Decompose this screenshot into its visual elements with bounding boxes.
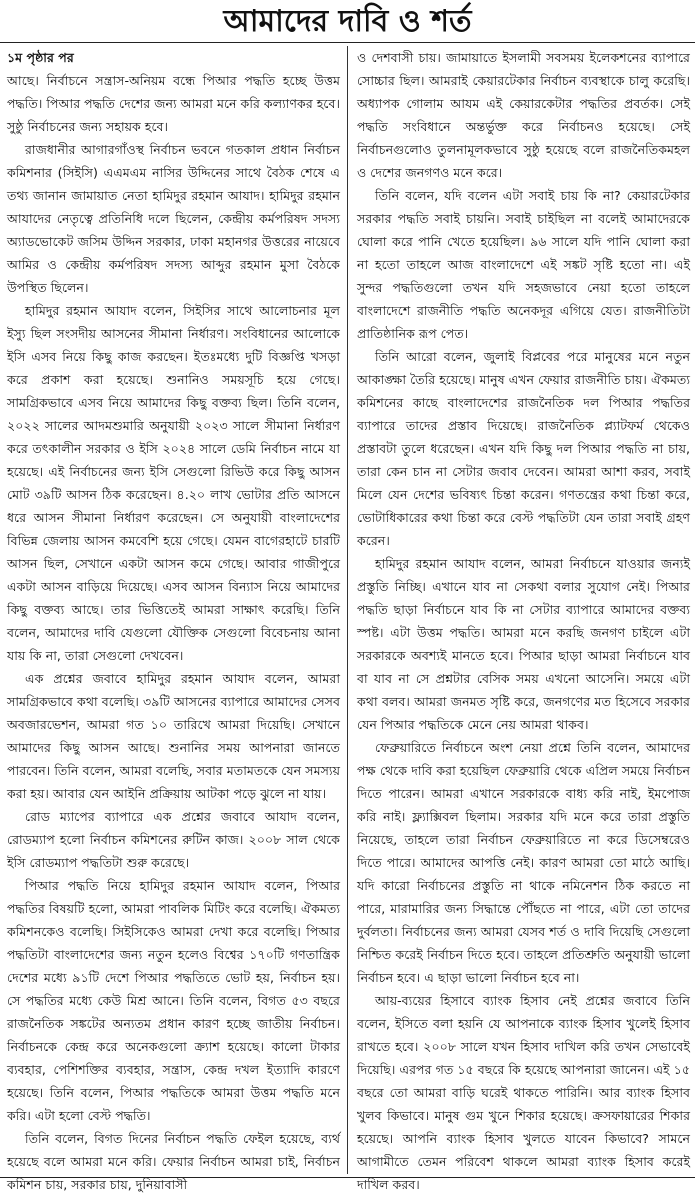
paragraph: হামিদুর রহমান আযাদ বলেন, আমরা নির্বাচনে যাওয়ার জন্যই প্রস্তুতি নিচ্ছি। এখানে যাব না সেকথা বলার সুযোগ নেই। পিআর পদ্ধতি ছাড়া নির্বাচনে যাব কি না সেটার ব্যাপারে আমাদের বক্তব্য স্পষ্ট। এটা উত্তম পদ্ধতি। আমরা মনে করছি জনগণ চাইলে এটা সরকারকে অবশ্যই মানতে হবে। পিআর ছাড়া আমরা নির্বাচনে যাব বা যাব না সে প্রশ্নটার বেসিক সময় এখনো আসেনি। সময়ে এটা কথা বলব। আমরা জনমত সৃষ্টি করে, জনগণের মত হিসেবে সরকার যেন পিআর পদ্ধতিকে মেনে নেয় আমরা থাকব। bbox=[357, 556, 690, 732]
continuation-kicker: ১ম পৃষ্ঠার পর bbox=[7, 50, 74, 65]
paragraph: তিনি বলেন, যদি বলেন এটা সবাই চায় কি না? কেয়ারটেকার সরকার পদ্ধতি সবাই চায়নি। সবাই চাইছিল না বলেই আমাদেরকে ঘোলা করে পানি খেতে হয়েছিল। ৯৬ সালে যদি পানি ঘোলা করা না হতো তাহলে আজ বাংলাদেশে এই সঙ্কট সৃষ্টি হতো না। এই সুন্দর পদ্ধতিগুলো তখন যদি সহজভাবে নেয়া হতো তাহলে বাংলাদেশে রাজনীতি পদ্ধতি অনেকদূর এগিয়ে যেত। রাজনীতিটা প্রাতিষ্ঠানিক রূপ পেত। bbox=[357, 188, 690, 341]
paragraph: এক প্রশ্নের জবাবে হামিদুর রহমান আযাদ বলেন, আমরা সামগ্রিকভাবে কথা বলেছি। ৩৯টি আসনের ব্যাপারে আমাদের সেসব অবজারভেশন, আমরা গত ১০ তারিখে আমরা দিয়েছি। সেখানে আমাদের কিছু আসন আছে। শুনানির সময় আপনারা জানতে পারবেন। তিনি বলেন, আমরা বলেছি, সবার মতামতকে যেন সমস্যয় করা হয়। আবার যেন আইনি প্রক্রিয়ায় আটকা পড়ে ঝুলে না যায়। bbox=[7, 671, 340, 801]
paragraph: পিআর পদ্ধতি নিয়ে হামিদুর রহমান আযাদ বলেন, পিআর পদ্ধতির বিষয়টি হলো, আমরা পাবলিক মিটিং করে বলেছি। ঐকমত্য কমিশনকেও বলেছি। সিইসিকেও আমরা দেখা করে বলেছি। পিআর পদ্ধতিটা বাংলাদেশের জন্য নতুন হলেও বিশ্বের ১৭০টি গণতান্ত্রিক দেশের মধ্যে ৯১টি দেশে পিআর পদ্ধতিতে ভোট হয়, নির্বাচন হয়। সে পদ্ধতির মধ্যে কেউ মিশ্র আনে। তিনি বলেন, বিগত ৫৩ বছরে রাজনৈতিক সঙ্কটের অন্যতম প্রধান কারণ হচ্ছে জাতীয় নির্বাচন। নির্বাচনকে কেন্দ্র করে অনেকগুলো ক্র্যাশ হয়েছে। কালো টাকার ব্যবহার, পেশিশক্তির ব্যবহার, সন্ত্রাস, কেন্দ্র দখল ইত্যাদি কারণে হয়েছে। তিনি বলেন, পিআর পদ্ধতিকে আমরা উত্তম পদ্ধতি মনে করি। এটা হলো বেস্ট পদ্ধতি। bbox=[7, 878, 340, 1123]
paragraph: ফেব্রুয়ারিতে নির্বাচনে অংশ নেয়া প্রশ্নে তিনি বলেন, আমাদের পক্ষ থেকে দাবি করা হয়েছিল ফেব্রুয়ারি থেকে এপ্রিল সময়ে নির্বাচন দিতে পারেন। আমরা এখানে সরকারকে বাধ্য করি নাই, ইমপোজ করি নাই। ফ্ল্যাক্সিবল ছিলাম। সরকার যদি মনে করে তারা প্রস্তুতি নিয়েছে, তাহলে তারা নির্বাচন ফেব্রুয়ারিতে না করে ডিসেম্বরেও দিতে পারে। আমাদের আপত্তি নেই। কারণ আমরা তো মাঠে আছি। যদি কারো নির্বাচনের প্রস্তুতি না থাকে নমিনেশন ঠিক করতে না পারে, মারামারির জন্য সিদ্ধান্তে পৌঁছতে না পারে, এটা তো তাদের দুর্বলতা। নির্বাচনের জন্য আমরা যেসব শর্ত ও দাবি দিয়েছি সেগুলো নিশ্চিত করেই নির্বাচন দিতে হবে। তাহলে প্রতিশ্রুতি অনুযায়ী ভালো নির্বাচন হবে। এ ছাড়া ভালো নির্বাচন হবে না। bbox=[357, 740, 690, 985]
headline-rule bbox=[0, 42, 695, 43]
paragraph: হামিদুর রহমান আযাদ বলেন, সিইসির সাথে আলোচনার মূল ইস্যু ছিল সংসদীয় আসনের সীমানা নির্ধারণ। সংবিধানের আলোকে ইসি এসব নিয়ে কিছু কাজ করছেন। ইতঃমধ্যে দুটি বিজ্ঞপ্তি খসড়া করে প্রকাশ করা হয়েছে। শুনানিও সময়সূচি হয়ে গেছে। সামগ্রিকভাবে এসব নিয়ে আমাদের কিছু বক্তব্য ছিল। তিনি বলেন, ২০২২ সালের আদমশুমারি অনুযায়ী ২০২৩ সালে সীমানা নির্ধারণ করে তৎকালীন সরকার ও ইসি ২০২৪ সালে ডেমি নির্বাচন নামে যা হয়েছে। এই নির্বাচনের জন্য ইসি সেগুলো রিভিউ করে কিছু আসন মোট ৩৯টি আসন ঠিক করেছেন। ৪.২০ লাখ ভোটার প্রতি আসনে ধরে আসন সীমানা নির্ধারণ করেছেন। সে অনুযায়ী বাংলাদেশের বিভিন্ন জেলায় আসন কমবেশি হয়ে গেছে। যেমন বাগেরহাটে চারটি আসন ছিল, সেখানে একটা আসন কমে গেছে। আবার গাজীপুরে একটা আসন বাড়িয়ে দিয়েছে। এসব আসন বিন্যাস নিয়ে আমাদের কিছু বক্তব্য আছে। তার ভিত্তিতেই আমরা সাক্ষাৎ করেছি। তিনি বলেন, আমাদের দাবি যেগুলো যৌক্তিক সেগুলো বিবেচনায় আনা যায় কি না, তারা সেগুলো দেখবেন। bbox=[7, 303, 340, 663]
paragraph: আছে। নির্বাচনে সন্ত্রাস-অনিয়ম বন্ধে পিআর পদ্ধতি হচ্ছে উত্তম পদ্ধতি। পিআর পদ্ধতি দেশের জন্য আমরা মনে করি কল্যাণকর হবে। সুষ্ঠু নির্বাচনের জন্য সহায়ক হবে। bbox=[7, 73, 340, 134]
paragraph: আয়-ব্যয়ের হিসাবে ব্যাংক হিসাব নেই প্রশ্নের জবাবে তিনি বলেন, ইসিতে বলা হয়নি যে আপনাকে ব্যাংক হিসাব খুলেই হিসাব রাখতে হবে। ২০০৮ সালে যখন হিসাব দাখিল করি তখন সেভাবেই দিয়েছি। এরপর গত ১৫ বছরে কি হয়েছে আপনারা জানেন। এই ১৫ বছরে তো আমরা বাড়ি ঘরেই থাকতে পারিনি। আর ব্যাংক হিসাব খুলব কিভাবে। মানুষ গুম খুনে শিকার হয়েছে। ক্রসফায়ারের শিকার হয়েছে। আপনি ব্যাংক হিসাব খুলতে যাবেন কিভাবে? সামনে আগামীতে তেমন পরিবেশ থাকলে আমরা ব্যাংক হিসাব করেই দাখিল করব। bbox=[357, 993, 690, 1192]
article-right-column bbox=[357, 46, 690, 1192]
bottom-rule bbox=[0, 1177, 695, 1178]
paragraph: রোড ম্যাপের ব্যাপারে এক প্রশ্নের জবাবে আযাদ বলেন, রোডম্যাপ হলো নির্বাচন কমিশনের রুটিন কাজ। ২০০৮ সাল থেকে ইসি রোডম্যাপ পদ্ধতিটা শুরু করেছে। bbox=[7, 809, 340, 870]
headline: আমাদের দাবি ও শর্ত bbox=[223, 4, 472, 39]
paragraph: ও দেশবাসী চায়। জামায়াতে ইসলামী সবসময় ইলেকশনের ব্যাপারে সোচ্চার ছিল। আমরাই কেয়ারটেকার নির্বাচন ব্যবস্থাকে চালু করেছি। অধ্যাপক গোলাম আযম এই কেয়ারকেটার পদ্ধতির প্রবর্তক। সেই পদ্ধতি সংবিধানে অন্তর্ভুক্ত করে নির্বাচনও হয়েছে। সেই নির্বাচনগুলোও তুলনামূলকভাবে সুষ্ঠু হয়েছে বলে রাজনৈতিকমহল ও দেশের জনগণও মনে করে। bbox=[357, 50, 690, 180]
article-left-column bbox=[7, 46, 340, 1192]
column-divider bbox=[347, 46, 348, 1174]
paragraph: রাজধানীর আগারগাঁওস্থ নির্বাচন ভবনে গতকাল প্রধান নির্বাচন কমিশনার (সিইসি) এএমএম নাসির উদ্দিনের সাথে বৈঠক শেষে এ তথ্য জানান জামায়াত নেতা হামিদুর রহমান আযাদ। হামিদুর রহমান আযাদের নেতৃত্বে প্রতিনিধি দলে ছিলেন, কেন্দ্রীয় কর্মপরিষদ সদস্য অ্যাডভোকেট জসিম উদ্দিন সরকার, ঢাকা মহানগর উত্তরের নায়েবে আমির ও কেন্দ্রীয় কর্মপরিষদ সদস্য আব্দুর রহমান মুসা বৈঠকে উপস্থিত ছিলেন। bbox=[7, 142, 340, 295]
paragraph: তিনি আরো বলেন, জুলাই বিপ্লবের পরে মানুষের মনে নতুন আকাঙ্ক্ষা তৈরি হয়েছে। মানুষ এখন ফেয়ার রাজনীতি চায়। ঐকমত্য কমিশনের কাছে বাংলাদেশের রাজনৈতিক দল পিআর পদ্ধতির ব্যাপারে তাদের প্রস্তাব দিয়েছে। রাজনৈতিক প্ল্যাটফর্ম থেকেও প্রস্তাবটা তুলে ধরেছেন। এখন যদি কিছু দল পিআর পদ্ধতি না চায়, তারা কেন চান না সেটার জবাব দেবেন। আমরা আশা করব, সবাই মিলে যেন দেশের ভবিষ্যৎ চিন্তা করেন। গণতন্ত্রের কথা চিন্তা করে, ভোটাধিকারের কথা চিন্তা করে বেস্ট পদ্ধতিটা যেন তারা সবাই গ্রহণ করেন। bbox=[357, 349, 690, 548]
paragraph: তিনি বলেন, বিগত দিনের নির্বাচন পদ্ধতি ফেইল হয়েছে, ব্যর্থ হয়েছে বলে আমরা মনে করি। ফেয়ার নির্বাচন আমরা চাই, নির্বাচন কমিশন চায়, সরকার চায়, দুনিয়াবাসী bbox=[7, 1131, 340, 1192]
